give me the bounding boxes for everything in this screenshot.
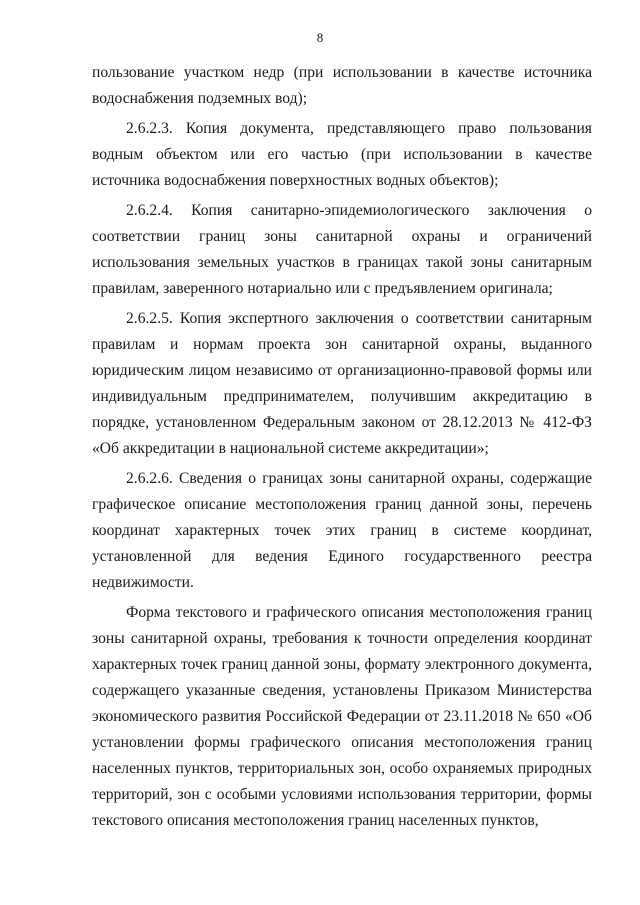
paragraph-continuation: пользование участком недр (при использовании в качестве источника водоснабжения подземных вод); bbox=[92, 64, 592, 107]
paragraph-2-6-2-6: 2.6.2.6. Сведения о границах зоны санитарной охраны, содержащие графическое описание местоположения границ данной зоны, перечень координат характерных точек этих границ в системе координат, установленной для ведения Единого государственного реестра недвижимости. bbox=[92, 470, 592, 591]
page-number: 8 bbox=[316, 30, 324, 45]
paragraph-form-description: Форма текстового и графического описания местоположения границ зоны санитарной охраны, требования к точности определения координат характерных точек границ данной зоны, формату электронного документа, содержащего указанные сведения, установлены Приказом Министерства экономического развития Российской Федерации от 23.11.2018 № 650 «Об установлении формы графического описания местоположения границ населенных пунктов, территориальных зон, особо охраняемых природных территорий, зон с особыми условиями использования территории, формы текстового описания местоположения границ населенных пунктов, bbox=[92, 604, 592, 829]
paragraph-2-6-2-4: 2.6.2.4. Копия санитарно-эпидемиологического заключения о соответствии границ зоны санитарной охраны и ограничений использования земельных участков в границах такой зоны санитарным правилам, заверенного нотариально или с предъявлением оригинала; bbox=[92, 202, 592, 297]
document-body bbox=[92, 60, 592, 838]
paragraph-2-6-2-3: 2.6.2.3. Копия документа, представляющего право пользования водным объектом или его частью (при использовании в качестве источника водоснабжения поверхностных водных объектов); bbox=[92, 120, 592, 189]
paragraph-2-6-2-5: 2.6.2.5. Копия экспертного заключения о соответствии санитарным правилам и нормам проекта зон санитарной охраны, выданного юридическим лицом независимо от организационно-правовой формы или индивидуальным предпринимателем, получившим аккредитацию в порядке, установленном Федеральным законом от 28.12.2013 № 412-ФЗ «Об аккредитации в национальной системе аккредитации»; bbox=[92, 310, 592, 457]
